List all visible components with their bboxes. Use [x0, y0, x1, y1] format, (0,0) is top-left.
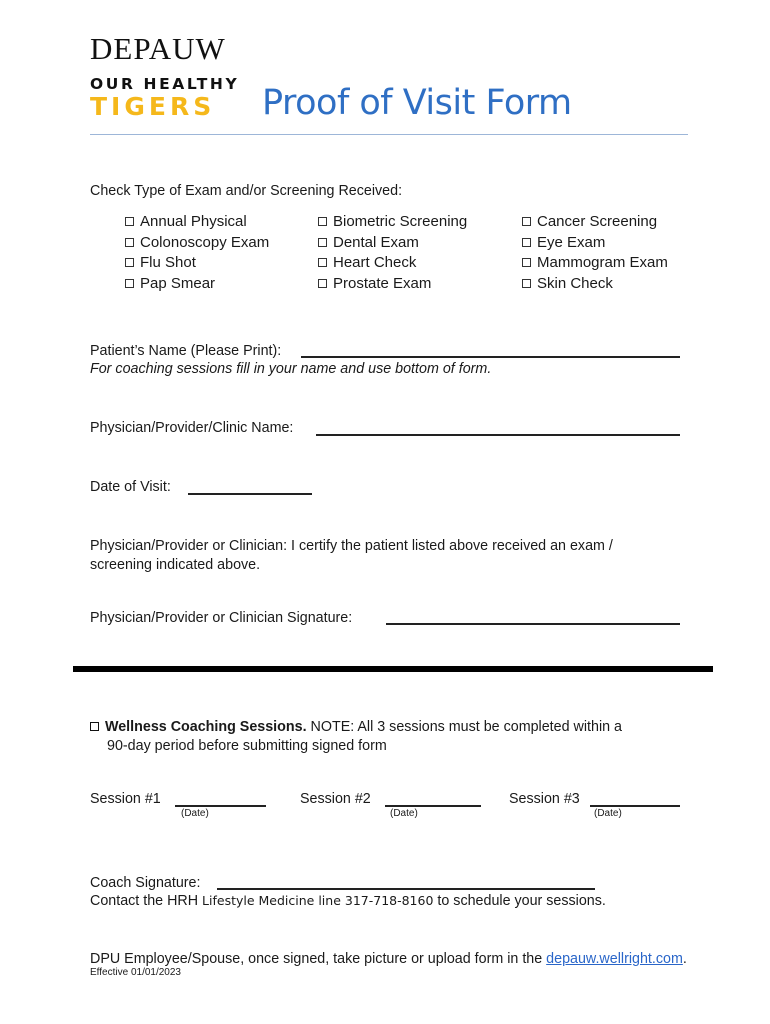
wellright-link[interactable]: depauw.wellright.com: [546, 951, 683, 967]
exam-option-label: Cancer Screening: [537, 213, 658, 230]
patient-name-note: For coaching sessions fill in your name and use bottom of form.: [90, 361, 492, 377]
session-3-date-field[interactable]: [590, 805, 680, 807]
exam-option[interactable]: [318, 274, 467, 295]
clinic-name-label: Physician/Provider/Clinic Name:: [90, 420, 294, 436]
checkbox-icon[interactable]: [125, 258, 134, 267]
contact-phone-text: Lifestyle Medicine line 317-718-8160: [202, 893, 434, 908]
our-healthy-logo-text: OUR HEALTHY: [90, 75, 240, 93]
tigers-logo-text: TIGERS: [90, 92, 216, 121]
exam-column-3: [522, 212, 668, 295]
exam-option-label: Mammogram Exam: [537, 254, 668, 272]
title-divider: [90, 134, 688, 135]
effective-date: Effective 01/01/2023: [90, 967, 181, 978]
exam-option[interactable]: [125, 253, 269, 274]
checkbox-icon[interactable]: [318, 217, 327, 226]
session-3-label: Session #3: [509, 791, 580, 807]
exam-heading: Check Type of Exam and/or Screening Received:: [90, 183, 403, 199]
exam-option-label: Skin Check: [537, 275, 613, 293]
exam-option[interactable]: [318, 212, 467, 233]
upload-text: DPU Employee/Spouse, once signed, take picture or upload form in the: [90, 951, 547, 967]
checkbox-icon[interactable]: [522, 217, 531, 226]
checkbox-icon[interactable]: [125, 279, 134, 288]
session-2-label: Session #2: [300, 791, 371, 807]
session-2-date-field[interactable]: [385, 805, 481, 807]
exam-option-label: Prostate Exam: [333, 275, 432, 293]
coaching-heading: [90, 717, 622, 737]
patient-name-field[interactable]: [301, 356, 680, 358]
contact-text-pre: Contact the HRH: [90, 893, 203, 909]
exam-option[interactable]: [318, 253, 467, 274]
checkbox-icon[interactable]: [318, 238, 327, 247]
certify-text-line1: Physician/Provider or Clinician: I certify the patient listed above received an exam /: [90, 538, 613, 554]
exam-option-label: Annual Physical: [140, 213, 247, 230]
coach-signature-label: Coach Signature:: [90, 875, 201, 891]
checkbox-icon[interactable]: [125, 217, 134, 226]
coaching-title: Wellness Coaching Sessions.: [105, 719, 307, 735]
checkbox-icon[interactable]: [90, 722, 99, 731]
session-3-date-caption: (Date): [594, 808, 622, 819]
exam-column-1: [125, 212, 269, 295]
contact-text-post: to schedule your sessions.: [433, 893, 606, 909]
date-of-visit-field[interactable]: [188, 493, 312, 495]
form-title: Proof of Visit Form: [262, 83, 572, 123]
exam-option[interactable]: [522, 212, 668, 233]
checkbox-icon[interactable]: [318, 279, 327, 288]
date-of-visit-label: Date of Visit:: [90, 479, 171, 495]
checkbox-icon[interactable]: [125, 238, 134, 247]
provider-signature-label: Physician/Provider or Clinician Signature:: [90, 610, 353, 626]
coaching-note-line2: 90-day period before submitting signed form: [107, 738, 387, 754]
session-1-label: Session #1: [90, 791, 161, 807]
exam-option[interactable]: [125, 212, 269, 233]
exam-option-label: Dental Exam: [333, 233, 419, 251]
contact-line: [90, 891, 606, 911]
checkbox-icon[interactable]: [318, 258, 327, 267]
checkbox-icon[interactable]: [522, 238, 531, 247]
exam-option[interactable]: [125, 233, 269, 254]
coach-signature-field[interactable]: [217, 888, 595, 890]
exam-option[interactable]: [125, 274, 269, 295]
coaching-note: NOTE: All 3 sessions must be completed within a: [306, 719, 623, 735]
session-1-date-field[interactable]: [175, 805, 266, 807]
exam-option[interactable]: [522, 253, 668, 274]
section-divider: [73, 666, 713, 672]
exam-column-2: [318, 212, 467, 295]
checkbox-icon[interactable]: [522, 279, 531, 288]
session-1-date-caption: (Date): [181, 808, 209, 819]
checkbox-icon[interactable]: [522, 258, 531, 267]
exam-option[interactable]: [318, 233, 467, 254]
provider-signature-field[interactable]: [386, 623, 680, 625]
exam-option-label: Eye Exam: [537, 233, 606, 251]
exam-option-label: Pap Smear: [140, 275, 216, 293]
clinic-name-field[interactable]: [316, 434, 680, 436]
exam-option[interactable]: [522, 233, 668, 254]
upload-period: .: [682, 951, 687, 967]
session-2-date-caption: (Date): [390, 808, 418, 819]
upload-instructions: [90, 949, 687, 969]
exam-option-label: Heart Check: [333, 254, 417, 272]
patient-name-label: Patient’s Name (Please Print):: [90, 343, 282, 359]
exam-option-label: Biometric Screening: [333, 213, 468, 230]
exam-option-label: Flu Shot: [140, 254, 196, 272]
certify-text-line2: screening indicated above.: [90, 557, 261, 573]
exam-option[interactable]: [522, 274, 668, 295]
exam-option-label: Colonoscopy Exam: [140, 233, 270, 251]
depauw-logo: DEPAUW: [90, 31, 226, 66]
